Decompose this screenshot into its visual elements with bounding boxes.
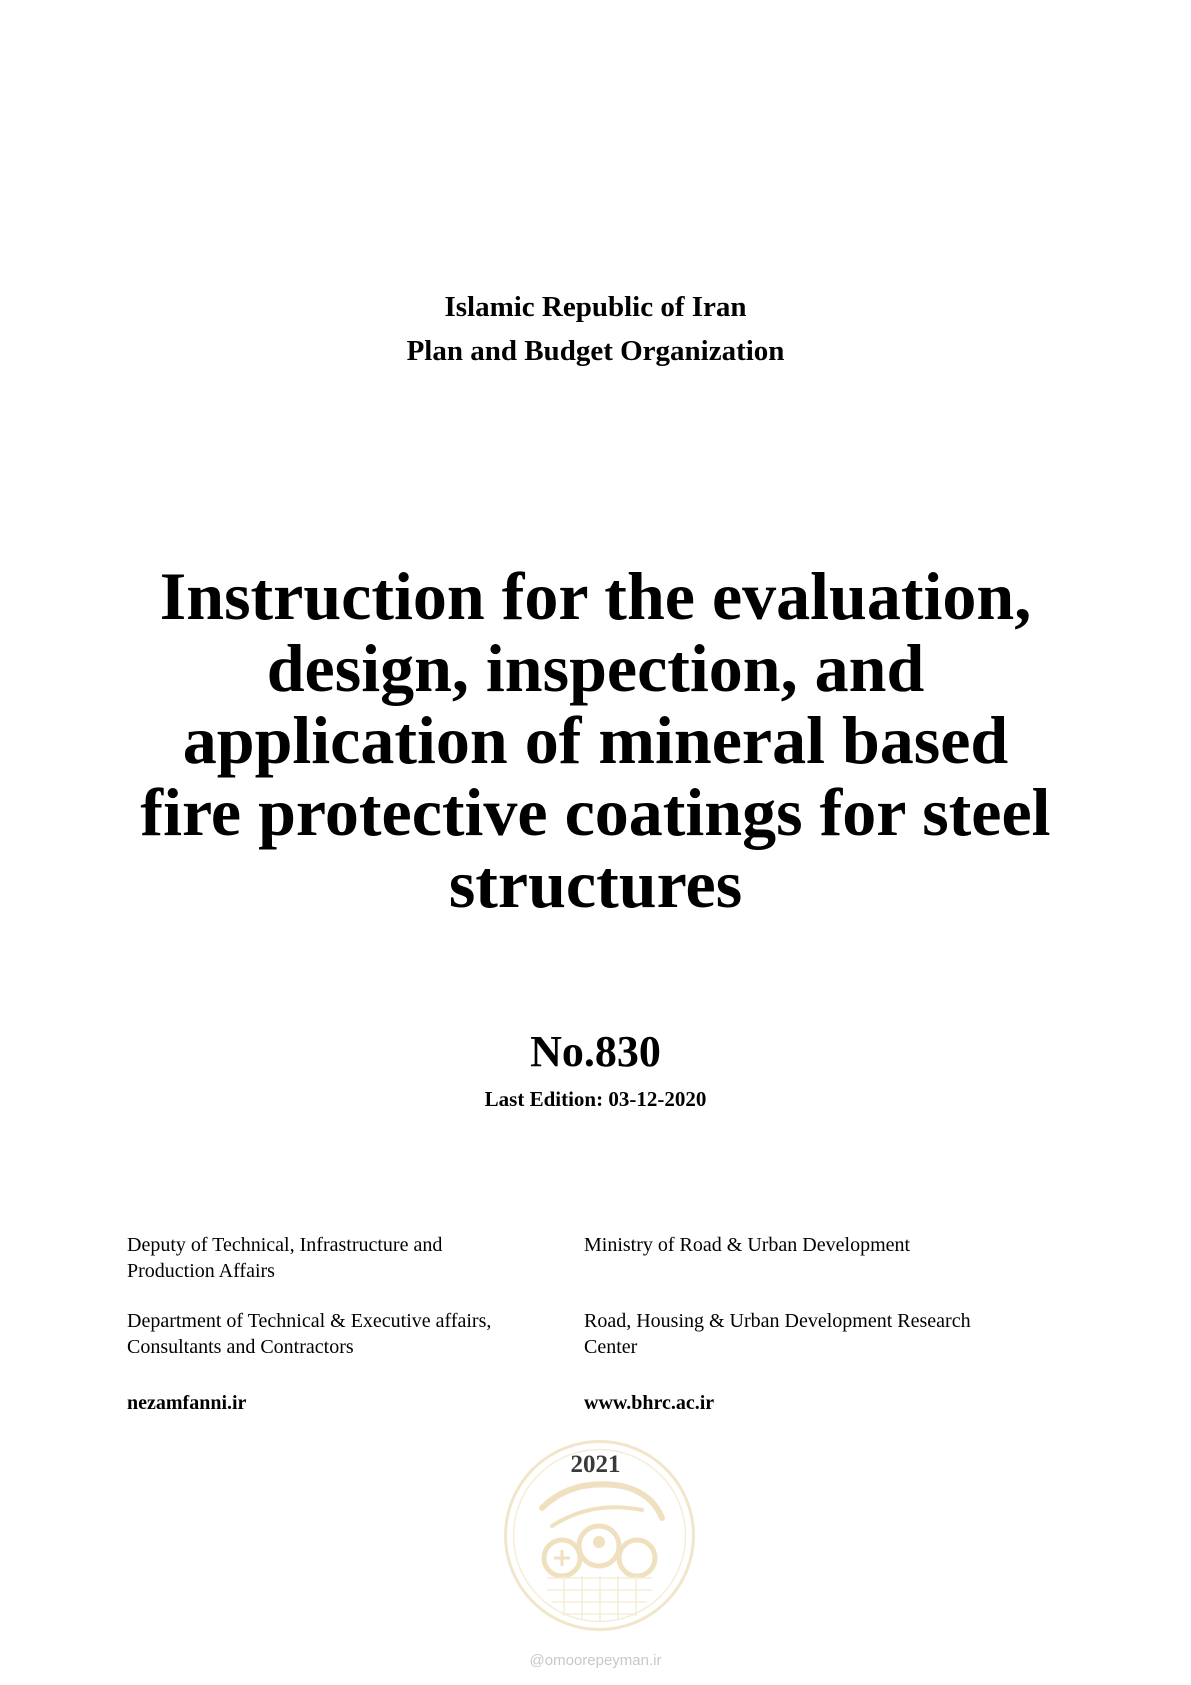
research-center-affiliation [584, 1308, 1004, 1360]
bhrc-website: www.bhrc.ac.ir [584, 1392, 715, 1414]
document-title [60, 560, 1131, 920]
title-line-3: application of mineral based [182, 702, 1009, 778]
issuer-header [0, 285, 1191, 373]
last-edition-date: Last Edition: 03-12-2020 [484, 1087, 707, 1111]
document-number: No.830 [530, 1027, 661, 1076]
title-line-5: structures [448, 846, 743, 922]
nezamfanni-website: nezamfanni.ir [127, 1392, 247, 1414]
department-affiliation [127, 1308, 547, 1360]
publication-year: 2021 [570, 1451, 621, 1478]
title-line-1: Instruction for the evaluation, [159, 558, 1032, 634]
organization-name: Plan and Budget Organization [406, 335, 785, 367]
country-name: Islamic Republic of Iran [444, 291, 747, 323]
deputy-line-2: Production Affairs [127, 1260, 275, 1282]
deputy-affiliation [127, 1232, 547, 1284]
ministry-name: Ministry of Road & Urban Development [584, 1234, 911, 1256]
deputy-line-1: Deputy of Technical, Infrastructure and [127, 1234, 443, 1256]
title-line-4: fire protective coatings for steel [140, 774, 1051, 850]
department-line-1: Department of Technical & Executive affairs, [127, 1310, 492, 1332]
research-line-1: Road, Housing & Urban Development Research [584, 1310, 971, 1332]
title-line-2: design, inspection, and [266, 630, 925, 706]
research-line-2: Center [584, 1336, 638, 1358]
ministry-affiliation [584, 1232, 1004, 1258]
department-line-2: Consultants and Contractors [127, 1336, 354, 1358]
watermark-caption: @omoorepeyman.ir [529, 1652, 662, 1669]
